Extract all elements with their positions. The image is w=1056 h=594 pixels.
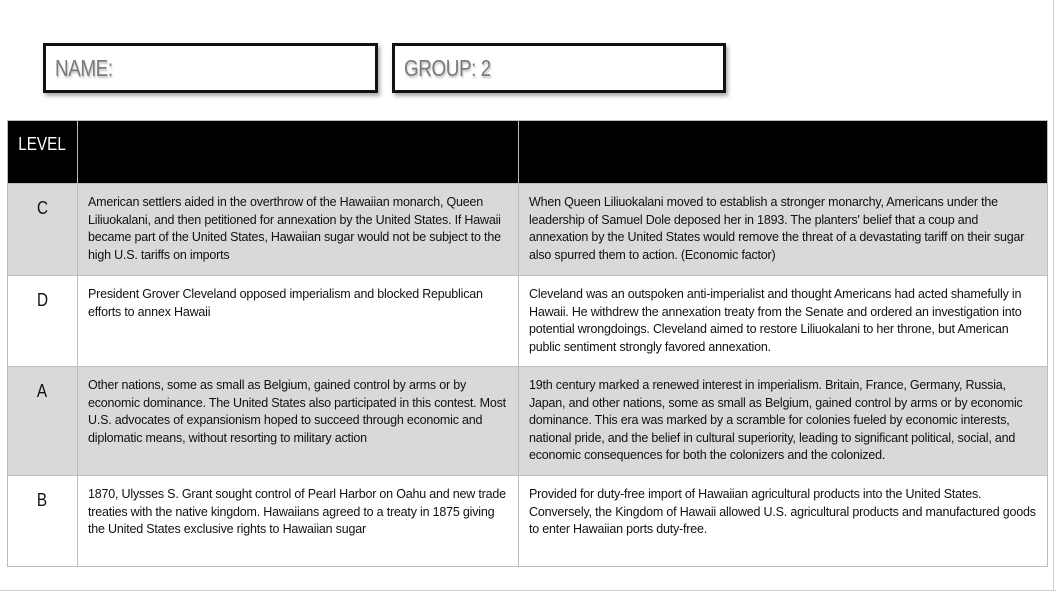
level-cell: B [8,476,78,567]
level-cell: C [8,184,78,276]
event-cell: American settlers aided in the overthrow of the Hawaiian monarch, Queen Liliuokalani, and then petitioned for annexation by the United States. If Hawaii became part of the United States, Hawaiian sugar would not be subject to the high U.S. tariffs on imports [78,184,519,276]
column-header-event [78,121,519,184]
level-cell: A [8,367,78,476]
explanation-cell: When Queen Liliuokalani moved to establish a stronger monarchy, Americans under the leadership of Samuel Dole deposed her in 1893. The planters' belief that a coup and annexation by the United States would remove the threat of a devastating tariff on their sugar also spurred them to action. (Economic factor) [519,184,1048,276]
level-cell: D [8,276,78,367]
table-header-row [8,121,1048,184]
slide-right-border [1053,0,1054,590]
group-label: GROUP: 2 [404,54,491,81]
event-cell: 1870, Ulysses S. Grant sought control of Pearl Harbor on Oahu and new trade treaties with the native kingdom. Hawaiians agreed to a treaty in 1875 giving the United States exclusive rights to Hawaiian sugar [78,476,519,567]
name-label: NAME: [55,54,113,81]
column-header-explanation [519,121,1048,184]
level-table [7,120,1048,567]
table-row [8,276,1048,367]
table-row [8,367,1048,476]
table-row [8,476,1048,567]
slide-bottom-border [0,590,1056,591]
event-cell: Other nations, some as small as Belgium, gained control by arms or by economic dominance. The United States also participated in this contest. Most U.S. advocates of expansionism hoped to succeed through economic and diplomatic means, without resorting to military action [78,367,519,476]
explanation-cell: Provided for duty-free import of Hawaiian agricultural products into the United States. Conversely, the Kingdom of Hawaii allowed U.S. agricultural products and manufactured goods to enter Hawaiian ports duty-free. [519,476,1048,567]
name-field[interactable] [43,43,378,93]
explanation-cell: Cleveland was an outspoken anti-imperialist and thought Americans had acted shamefully in Hawaii. He withdrew the annexation treaty from the Senate and ordered an investigation into potential wrongdoings. Cleveland aimed to restore Liliuokalani to her throne, but American public sentiment strongly favored annexation. [519,276,1048,367]
table-row [8,184,1048,276]
event-cell: President Grover Cleveland opposed imperialism and blocked Republican efforts to annex Hawaii [78,276,519,367]
column-header-level: LEVEL [8,121,78,184]
explanation-cell: 19th century marked a renewed interest in imperialism. Britain, France, Germany, Russia, Japan, and other nations, some as small as Belgium, gained control by arms or by economic dominance. This era was marked by a scramble for colonies fueled by economic interests, national pride, and the belief in cultural superiority, leading to significant political, social, and economic consequences for both the colonizers and the colonized. [519,367,1048,476]
group-field[interactable] [392,43,726,93]
